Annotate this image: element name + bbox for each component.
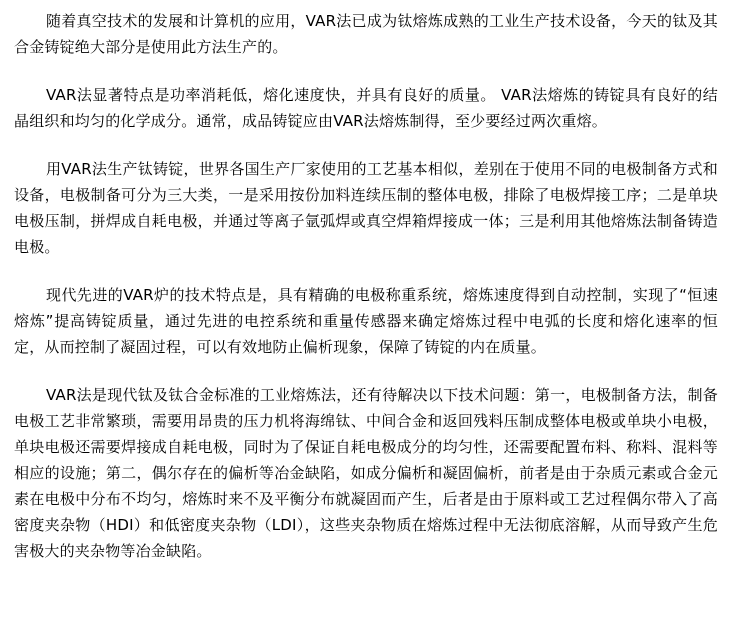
paragraph-2: VAR法显著特点是功率消耗低，熔化速度快，并具有良好的质量。 VAR法熔炼的铸锭具有良好的结晶组织和均匀的化学成分。通常，成品铸锭应由VAR法熔炼制得，至少要经过两次重熔。 [14,86,718,130]
paragraph-1: 随着真空技术的发展和计算机的应用，VAR法已成为钛熔炼成熟的工业生产技术设备，今天的钛及其合金铸锭绝大部分是使用此方法生产的。 [14,12,718,56]
paragraph-3: 用VAR法生产钛铸锭，世界各国生产厂家使用的工艺基本相似，差别在于使用不同的电极制备方式和设备，电极制备可分为三大类，一是采用按份加料连续压制的整体电极，排除了电极焊接工序；二是单块电极压制，拼焊成自耗电极，并通过等离子氩弧焊或真空焊箱焊接成一体；三是利用其他熔炼法制备铸造电极。 [14,160,718,256]
paragraph-5: VAR法是现代钛及钛合金标准的工业熔炼法，还有待解决以下技术问题：第一，电极制备方法，制备电极工艺非常繁琐，需要用昂贵的压力机将海绵钛、中间合金和返回残料压制成整体电极或单块小电极，单块电极还需要焊接成自耗电极，同时为了保证自耗电极成分的均匀性，还需要配置布料、称料、混料等相应的设施；第二，偶尔存在的偏析等冶金缺陷，如成分偏析和凝固偏析，前者是由于杂质元素或合金元素在电极中分布不均匀，熔炼时来不及平衡分布就凝固而产生，后者是由于原料或工艺过程偶尔带入了高密度夹杂物（HDI）和低密度夹杂物（LDI），这些夹杂物质在熔炼过程中无法彻底溶解，从而导致产生危害极大的夹杂物等冶金缺陷。 [14,386,718,560]
paragraph-4: 现代先进的VAR炉的技术特点是，具有精确的电极称重系统，熔炼速度得到自动控制，实现了“恒速熔炼”提高铸锭质量，通过先进的电控系统和重量传感器来确定熔炼过程中电弧的长度和熔化速率的恒定，从而控制了凝固过程，可以有效地防止偏析现象，保障了铸锭的内在质量。 [14,286,718,356]
article-body [14,8,718,586]
